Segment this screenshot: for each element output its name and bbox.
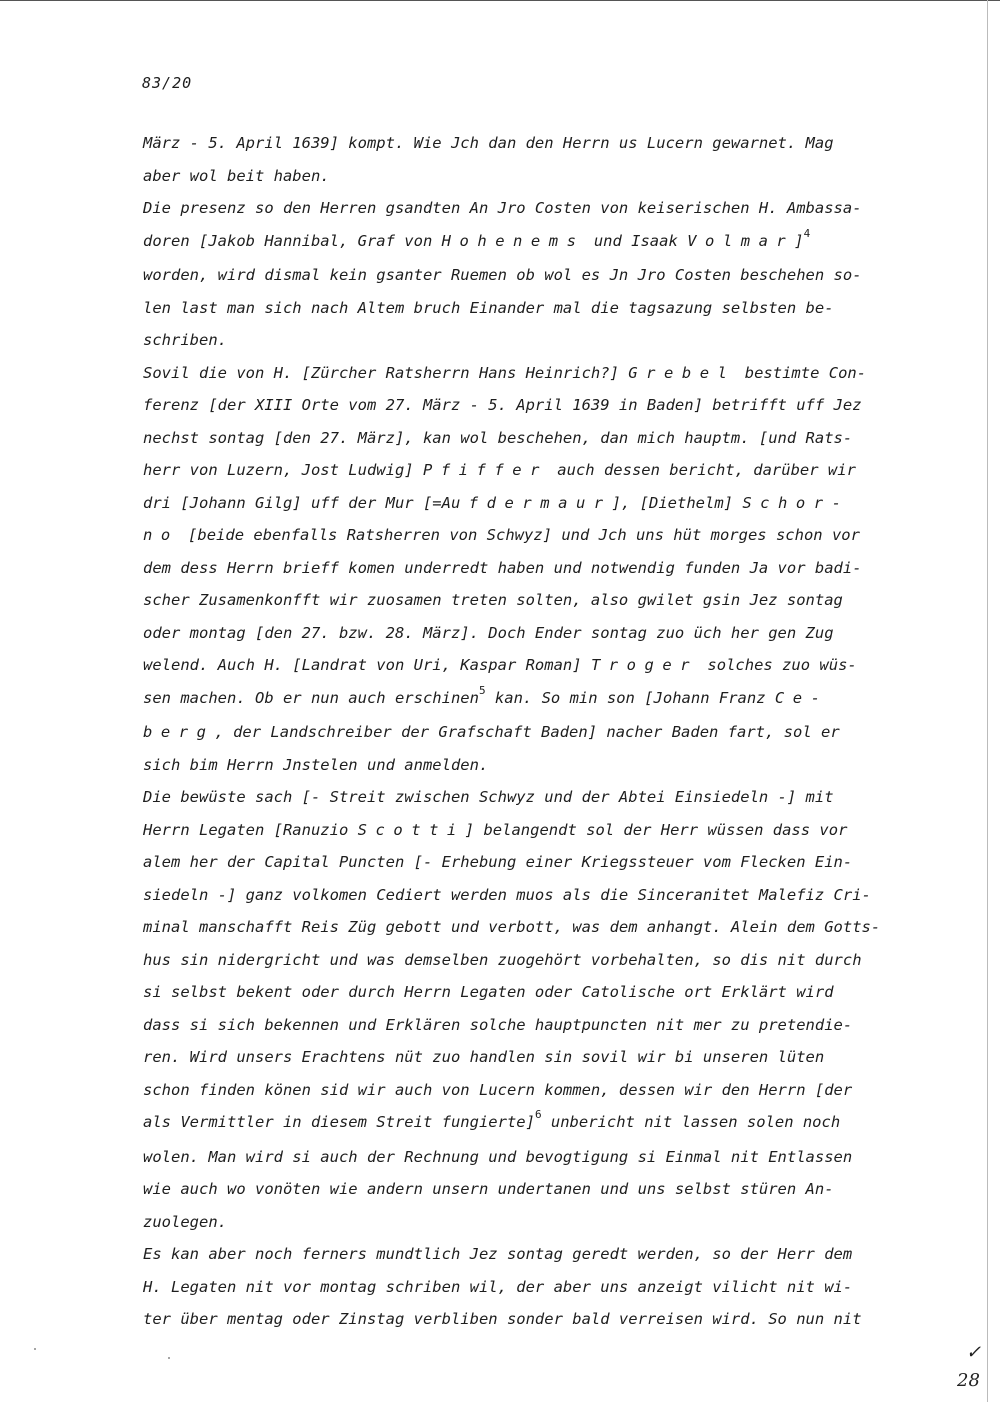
line-text: kan. So min son [Johann Franz: [485, 688, 775, 707]
text-line: [143, 292, 933, 325]
spaced-name: Scotti: [357, 820, 465, 839]
spaced-name: Ce-: [774, 688, 829, 707]
text-line: [143, 1141, 933, 1174]
line-text: len last man sich nach Altem bruch Einander mal die tagsazung selbsten be-: [143, 298, 834, 317]
line-text: sich bim Herrn Jnstelen und anmelden.: [143, 755, 489, 774]
text-line: [143, 127, 933, 160]
spaced-name: berg: [143, 723, 215, 741]
text-line: [143, 617, 933, 650]
line-text: welend. Auch H. [Landrat von Uri, Kaspar Roman]: [143, 656, 591, 674]
text-line: [143, 749, 933, 782]
line-text: oder montag [den 27. bzw. 28. März]. Doch Ender sontag zuo üch her gen Zug: [143, 623, 834, 642]
text-line: [143, 1106, 933, 1141]
folio-number: 28: [957, 1370, 980, 1391]
text-line: [143, 1303, 933, 1336]
spaced-name: Hohenems: [441, 231, 585, 250]
text-line: [143, 1009, 933, 1042]
line-text: ] belangendt sol der Herr wüssen dass vor: [464, 820, 848, 839]
text-line: [143, 192, 933, 225]
footnote-marker: 6: [534, 1108, 542, 1121]
spaced-name: ufdermaur: [450, 493, 612, 512]
line-text: nechst sontag [den 27. März], kan wol beschehen, dan mich hauptm. [und Rats-: [143, 428, 853, 447]
text-line: [143, 1206, 933, 1239]
line-text: hus sin nidergricht und was demselben zuogehört vorbehalten, so dis nit durch: [143, 950, 862, 969]
line-text: schriben.: [143, 331, 227, 349]
text-line: [143, 911, 933, 944]
text-line: [143, 976, 933, 1009]
text-line: [143, 225, 933, 260]
line-text: Herrn Legaten [Ranuzio: [143, 820, 358, 839]
text-line: [143, 357, 933, 390]
line-text: und Isaak: [584, 231, 688, 250]
line-text: ferenz [der XIII Orte vom 27. März - 5. April 1639 in Baden] betrifft uff Jez: [143, 396, 862, 414]
text-line: [143, 454, 933, 487]
text-line: [143, 487, 933, 520]
line-text: dem dess Herrn brieff komen underredt haben und notwendig funden Ja vor badi-: [143, 558, 862, 577]
line-text: si selbst bekent oder durch Herrn Legaten oder Catolische ort Erklärt wird: [143, 983, 834, 1001]
line-text: unbericht nit lassen solen noch: [541, 1113, 841, 1131]
line-text: zuolegen.: [143, 1212, 227, 1231]
line-text: , der Landschreiber der Grafschaft Baden] nacher Baden fart, sol er: [214, 723, 840, 741]
line-text: solches zuo wüs-: [698, 656, 857, 674]
line-text: Es kan aber noch ferners mundtlich Jez sontag geredt werden, so der Herr dem: [143, 1245, 853, 1263]
text-line: [143, 781, 933, 814]
line-text: scher Zusamenkonfft wir zuosamen treten solten, also gwilet gsin Jez sontag: [143, 591, 843, 609]
scan-speck: [168, 1357, 170, 1359]
text-line: [143, 944, 933, 977]
text-line: [143, 1238, 933, 1271]
text-line: [143, 716, 933, 749]
line-text: ], [Diethelm]: [611, 493, 743, 512]
spaced-name: Troger: [590, 656, 699, 674]
line-text: auch dessen bericht, darüber wir: [547, 461, 856, 479]
line-text: als Vermittler in diesem Streit fungierte]: [143, 1113, 535, 1131]
spaced-name: Volmar: [687, 231, 795, 250]
line-text: aber wol beit haben.: [143, 166, 330, 185]
spaced-name: Schor-: [742, 493, 850, 512]
text-line: [143, 1074, 933, 1107]
line-text: dass si sich bekennen und Erklären solche hauptpuncten nit mer zu pretendie-: [143, 1015, 853, 1034]
text-line: [143, 422, 933, 455]
text-line: [143, 160, 933, 193]
line-text: Die bewüste sach [- Streit zwischen Schwyz und der Abtei Einsiedeln -] mit: [143, 788, 834, 806]
text-line: [143, 552, 933, 585]
line-text: worden, wird dismal kein gsanter Ruemen ob wol es Jn Jro Costen beschehen so-: [143, 266, 862, 284]
line-text: herr von Luzern, Jost Ludwig]: [143, 461, 423, 479]
scan-speck: [34, 1348, 36, 1350]
margin-check-mark: ✓: [966, 1342, 982, 1363]
line-text: ter über mentag oder Zinstag verbliben sonder bald verreisen wird. So nun nit: [143, 1310, 862, 1328]
text-line: [143, 814, 933, 847]
body-text: [143, 127, 933, 1336]
text-line: [143, 1173, 933, 1206]
line-text: ren. Wird unsers Erachtens nüt zuo handlen sin sovil wir bi unseren lüten: [143, 1048, 825, 1066]
spaced-name: no: [143, 526, 179, 544]
line-text: dri [Johann Gilg] uff der Mur [=A: [143, 493, 451, 512]
text-line: [143, 1041, 933, 1074]
line-text: ]: [794, 231, 804, 250]
line-text: Die presenz so den Herren gsandten An Jro Costen von keiserischen H. Ambassa-: [143, 199, 862, 217]
line-text: doren [Jakob Hannibal, Graf von: [143, 231, 442, 250]
spaced-name: Grebel: [628, 363, 736, 382]
footnote-marker: 5: [478, 683, 486, 697]
line-text: wie auch wo vonöten wie andern unsern undertanen und uns selbst stüren An-: [143, 1180, 834, 1198]
text-line: [143, 879, 933, 912]
page-number: 83/20: [142, 74, 193, 92]
footnote-marker: 4: [803, 226, 811, 240]
text-line: [143, 846, 933, 879]
text-line: [143, 649, 933, 682]
text-line: [143, 1271, 933, 1304]
text-line: [143, 259, 933, 292]
line-text: schon finden könen sid wir auch von Lucern kommen, dessen wir den Herrn [der: [143, 1080, 853, 1099]
line-text: wolen. Man wird si auch der Rechnung und bevogtigung si Einmal nit Entlassen: [143, 1147, 853, 1166]
page-top-edge: [0, 0, 1000, 1]
line-text: siedeln -] ganz volkomen Cediert werden muos als die Sinceranitet Malefiz Cri-: [143, 885, 871, 904]
line-text: sen machen. Ob er nun auch erschinen: [143, 688, 479, 707]
text-line: [143, 324, 933, 357]
line-text: bestimte Con-: [735, 363, 867, 382]
spaced-name: Pfiffer: [422, 461, 548, 479]
line-text: Sovil die von H. [Zürcher Ratsherrn Hans Heinrich?]: [143, 363, 629, 382]
line-text: alem her der Capital Puncten [- Erhebung einer Kriegssteuer vom Flecken Ein-: [143, 853, 853, 871]
line-text: [beide ebenfalls Ratsherren von Schwyz] und Jch uns hüt morges schon vor: [178, 526, 860, 544]
text-line: [143, 682, 933, 717]
line-text: März - 5. April 1639] kompt. Wie Jch dan den Herrn us Lucern gewarnet. Mag: [143, 134, 834, 152]
text-line: [143, 519, 933, 552]
page-right-edge: [987, 0, 988, 1402]
line-text: H. Legaten nit vor montag schriben wil, der aber uns anzeigt vilicht nit wi-: [143, 1277, 853, 1296]
text-line: [143, 389, 933, 422]
line-text: minal manschafft Reis Züg gebott und verbott, was dem anhangt. Alein dem Gotts-: [143, 918, 881, 936]
text-line: [143, 584, 933, 617]
